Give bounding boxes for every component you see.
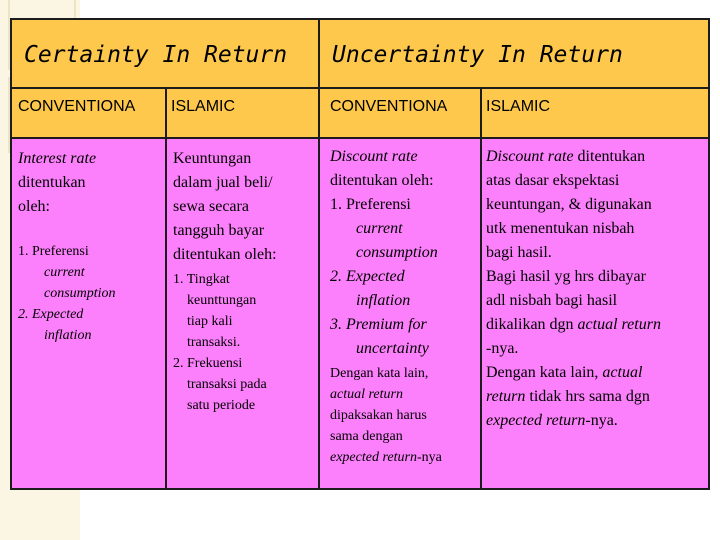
cell-text: nya. (590, 412, 618, 429)
list-item: 3. Premium for (330, 316, 427, 333)
cell-text: ditentukan oleh: (173, 246, 277, 263)
cell-uncertainty-islamic (482, 139, 708, 488)
cell-text (486, 313, 708, 337)
cell-text (486, 145, 708, 169)
cell-text: tangguh bayar (173, 222, 265, 239)
list-item: 2. Frekuensi (173, 356, 243, 371)
cell-text: -nya. (486, 340, 519, 357)
list-item: tiap kali (187, 314, 233, 329)
list-item: 2. Expected (18, 307, 84, 322)
cell-text: adl nisbah bagi hasil (486, 292, 618, 309)
cell-text: atas dasar ekspektasi (486, 172, 620, 189)
cell-text: keuntungan, & digunakan (486, 196, 652, 213)
list-item: 1. Tingkat (173, 272, 230, 287)
cell-text-italic: expected return- (330, 450, 422, 465)
cell-certainty-islamic (167, 139, 318, 488)
cell-text: actual return (330, 387, 403, 402)
cell-text (486, 361, 708, 385)
list-item: current (44, 265, 85, 280)
list-item: keunttungan (187, 293, 257, 308)
list-item: transaksi pada (187, 377, 267, 392)
header-uncertainty (320, 20, 708, 87)
cell-text-italic: actual return (577, 316, 661, 333)
subheader-label: ISLAMIC (486, 98, 551, 115)
cell-text: dipaksakan harus (330, 408, 427, 423)
cell-text: Dengan kata lain, (330, 366, 429, 381)
cell-text (486, 409, 708, 433)
cell-text-italic: return (486, 388, 526, 405)
cell-text: Discount rate (330, 148, 418, 165)
cell-text-italic: Discount rate (486, 148, 574, 165)
cell-text: utk menentukan nisbah (486, 220, 635, 237)
cell-text: bagi hasil. (486, 244, 552, 261)
cell-text: ditentukan (573, 148, 646, 165)
list-item: consumption (44, 286, 116, 301)
subheader-conventional-certainty (12, 89, 165, 137)
subheader-islamic-certainty (167, 89, 318, 137)
cell-text: Keuntungan (173, 150, 252, 167)
cell-text: tidak hrs sama dgn (525, 388, 650, 405)
subheader-islamic-uncertainty (482, 89, 708, 137)
list-item: uncertainty (356, 340, 429, 357)
cell-text: nya (421, 450, 442, 465)
header-certainty-label: Certainty In Return (24, 42, 288, 68)
list-item: 2. Expected (330, 268, 405, 285)
cell-certainty-conventional (12, 139, 165, 488)
cell-text: sama dengan (330, 429, 403, 444)
cell-text: Interest rate (18, 150, 97, 167)
subheader-label: ISLAMIC (171, 98, 236, 115)
list-item: 1. Preferensi (330, 196, 411, 213)
cell-text-italic: actual (602, 364, 643, 381)
cell-text: dikalikan dgn (486, 316, 578, 333)
list-item: inflation (356, 292, 411, 309)
header-uncertainty-label: Uncertainty In Return (332, 42, 623, 68)
cell-uncertainty-conventional (320, 139, 480, 488)
comparison-table (10, 18, 710, 490)
cell-text-italic: expected return- (486, 412, 591, 429)
cell-text: oleh: (18, 198, 50, 215)
list-item: satu periode (187, 398, 256, 413)
cell-text (486, 385, 708, 409)
cell-text: dalam jual beli/ (173, 174, 273, 191)
cell-text: sewa secara (173, 198, 249, 215)
header-certainty (12, 20, 318, 87)
list-item: 1. Preferensi (18, 244, 89, 259)
cell-text: Dengan kata lain, (486, 364, 603, 381)
cell-text: Bagi hasil yg hrs dibayar (486, 268, 646, 285)
list-item: inflation (44, 328, 92, 343)
list-item: transaksi. (187, 335, 241, 350)
subheader-label: CONVENTIONA (18, 98, 136, 115)
cell-text: ditentukan (18, 174, 86, 191)
cell-text: ditentukan oleh: (330, 172, 434, 189)
cell-text (330, 447, 480, 468)
list-item: current (356, 220, 403, 237)
list-item: consumption (356, 244, 438, 261)
subheader-label: CONVENTIONA (330, 98, 448, 115)
subheader-conventional-uncertainty (320, 89, 480, 137)
